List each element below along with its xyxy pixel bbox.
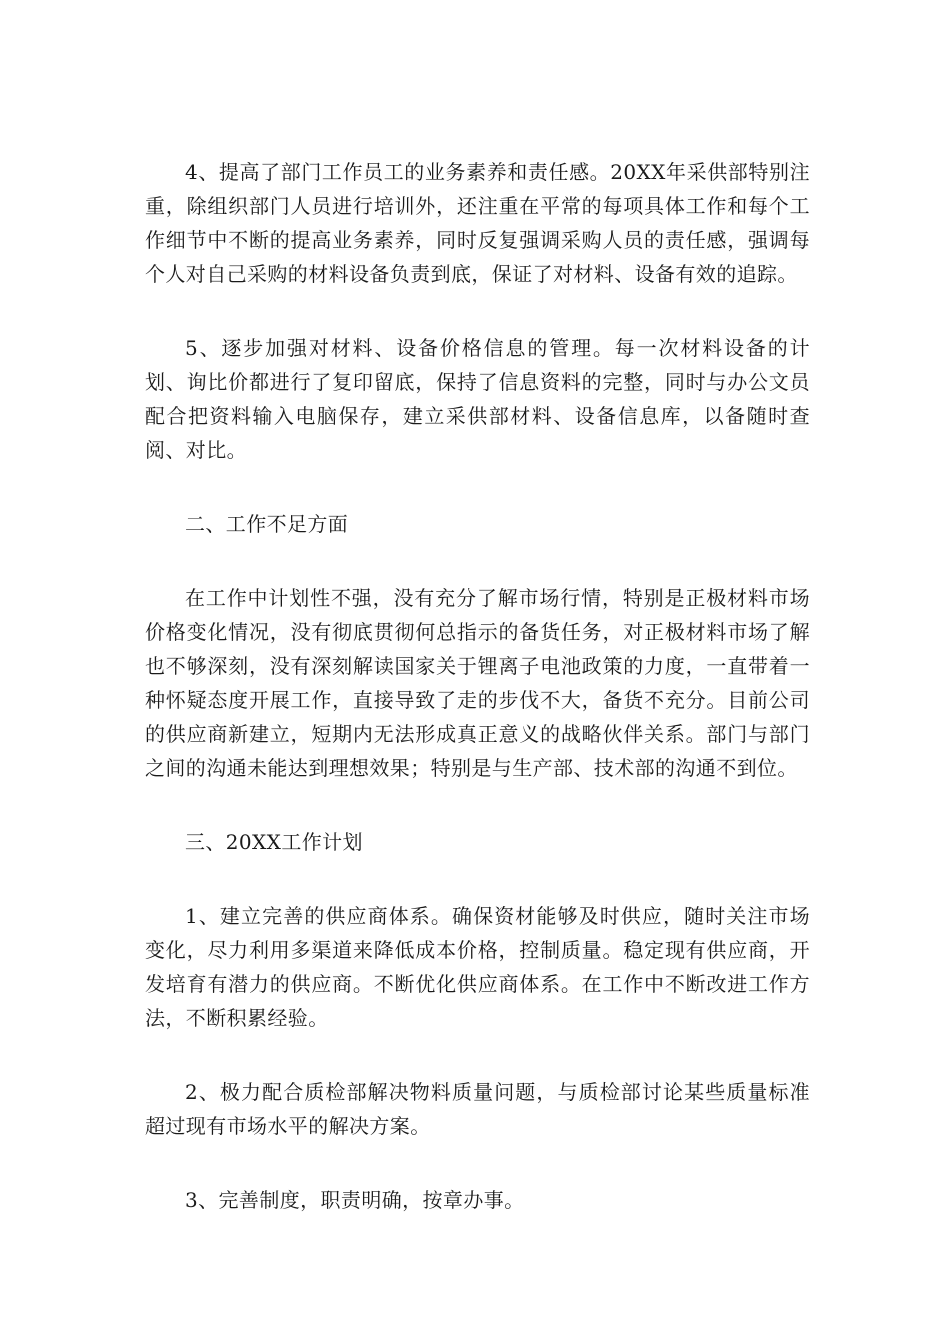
paragraph-plan-3: 3、完善制度，职责明确，按章办事。 bbox=[185, 1188, 525, 1212]
document-body bbox=[145, 155, 810, 1257]
paragraph-plan-2: 2、极力配合质检部解决物料质量问题，与质检部讨论某些质量标准超过现有市场水平的解决方案。 bbox=[145, 1080, 810, 1138]
paragraph-plan-1: 1、建立完善的供应商体系。确保资材能够及时供应，随时关注市场变化，尽力利用多渠道来降低成本价格，控制质量。稳定现有供应商，开发培育有潜力的供应商。不断优化供应商体系。在工作中不断改进工作方法，不断积累经验。 bbox=[145, 904, 810, 1030]
paragraph-item-4: 4、提高了部门工作员工的业务素养和责任感。20XX年采供部特别注重，除组织部门人员进行培训外，还注重在平常的每项具体工作和每个工作细节中不断的提高业务素养，同时反复强调采购人员的责任感，强调每个人对自己采购的材料设备负责到底，保证了对材料、设备有效的追踪。 bbox=[145, 160, 810, 286]
paragraph-shortcomings: 在工作中计划性不强，没有充分了解市场行情，特别是正极材料市场价格变化情况，没有彻底贯彻何总指示的备货任务，对正极材料市场了解也不够深刻，没有深刻解读国家关于锂离子电池政策的力度，一直带着一种怀疑态度开展工作，直接导致了走的步伐不大，备货不充分。目前公司的供应商新建立，短期内无法形成真正意义的战略伙伴关系。部门与部门之间的沟通未能达到理想效果；特别是与生产部、技术部的沟通不到位。 bbox=[145, 586, 810, 780]
paragraph-item-5: 5、逐步加强对材料、设备价格信息的管理。每一次材料设备的计划、询比价都进行了复印留底，保持了信息资料的完整，同时与办公文员配合把资料输入电脑保存，建立采供部材料、设备信息库，以备随时查阅、对比。 bbox=[145, 336, 810, 462]
section-heading-shortcomings: 二、工作不足方面 bbox=[185, 512, 349, 536]
section-heading-work-plan: 三、20XX工作计划 bbox=[185, 830, 363, 854]
